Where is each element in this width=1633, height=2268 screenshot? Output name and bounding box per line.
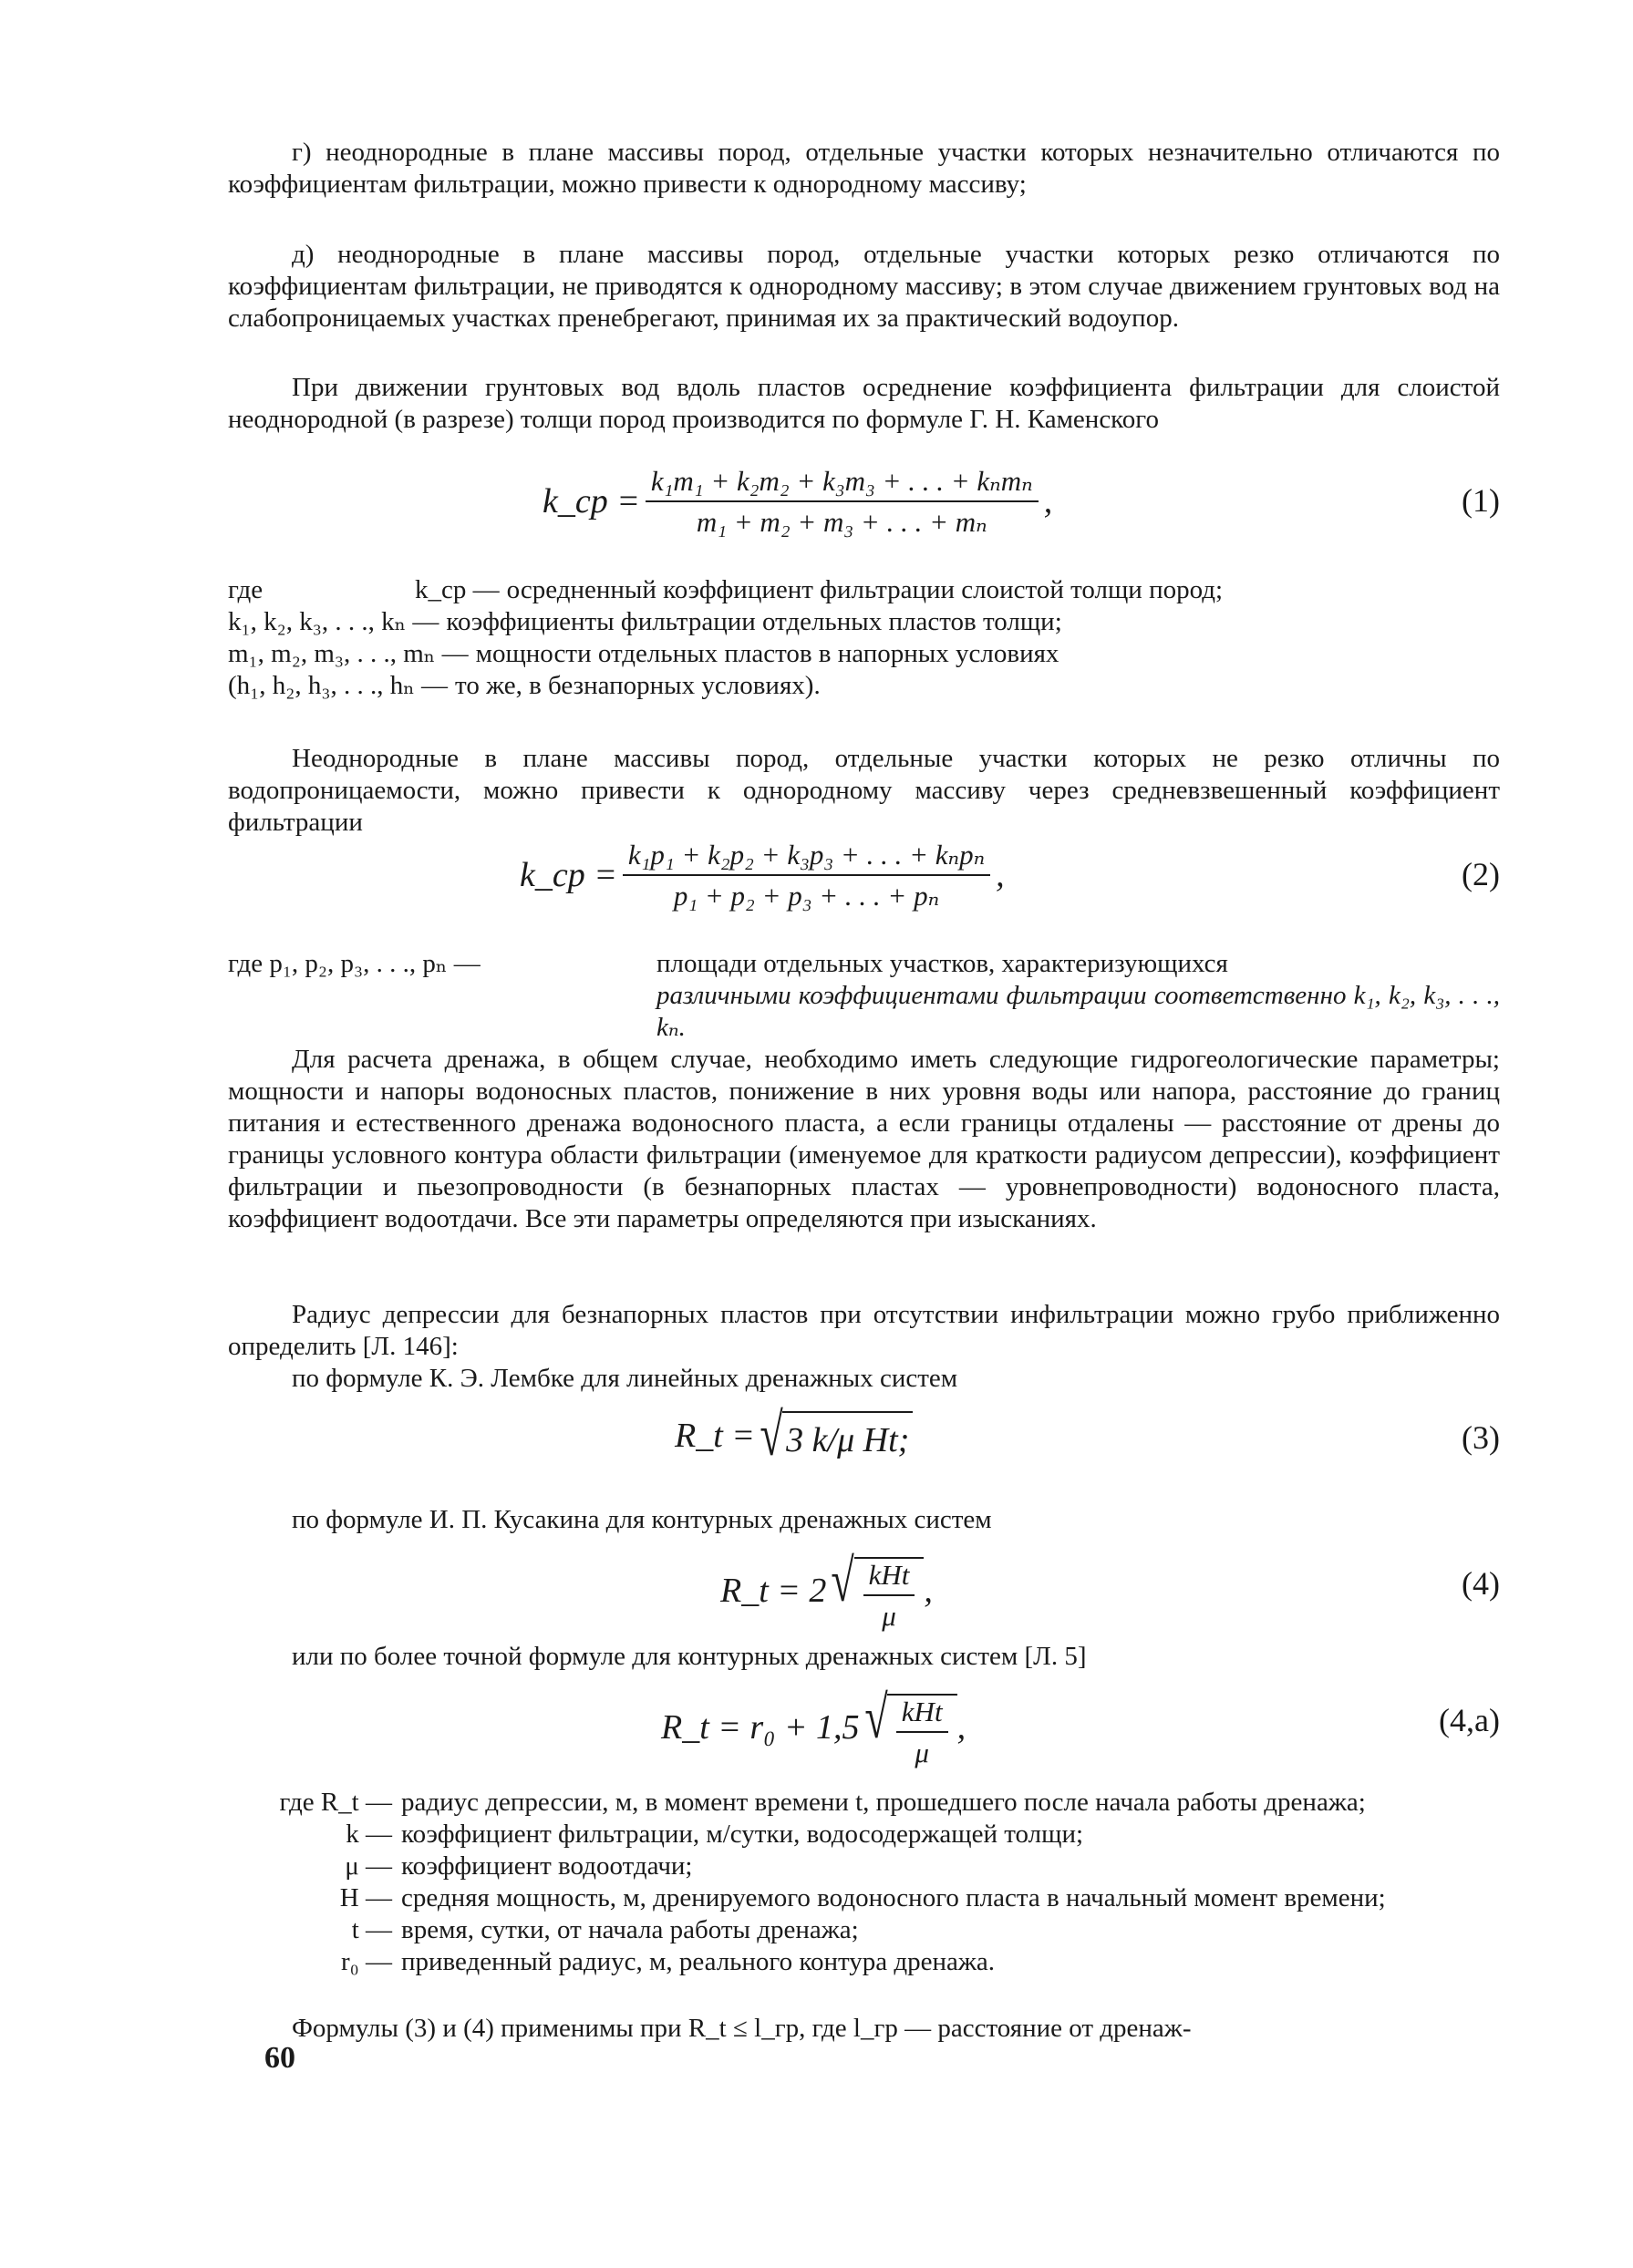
definition-where: где xyxy=(228,575,264,604)
equation-4a-lhs: R_t = r₀ + 1,5 xyxy=(661,1707,860,1747)
equation-2-label: (2) xyxy=(1462,856,1500,892)
definitions-2 xyxy=(228,948,1500,1044)
paragraph-inhomogeneous: Неоднородные в плане массивы пород, отдельные участки которых не резко отличны по водопроницаемости, можно привести к однородному массиву через средневзвешенный коэффициент фильтрации xyxy=(228,744,1500,837)
definition-row xyxy=(228,670,1500,702)
definition-symbol: где p₁, p₂, p₃, . . ., pₙ — xyxy=(228,949,481,978)
paragraph-lembke: по формуле К. Э. Лембке для линейных дренажных систем xyxy=(292,1364,958,1393)
definition-symbol: H — xyxy=(339,1883,392,1912)
definition-row xyxy=(228,1914,1500,1946)
paragraph-d: д) неоднородные в плане массивы пород, отдельные участки которых резко отличаются по коэффициентам фильтрации, не приводятся к однородному массиву; в этом случае движением грунтовых вод на слабопроницаемых участках пренебрегают, принимая их за практический водоупор. xyxy=(228,240,1500,333)
equation-4a-formula xyxy=(661,1686,966,1768)
equation-2-denominator: p₁ + p₂ + p₃ + . . . + pₙ xyxy=(673,880,940,912)
definition-row xyxy=(228,574,1500,606)
equation-1-label: (1) xyxy=(1462,482,1500,519)
equation-2-fraction xyxy=(623,839,990,912)
equation-4a xyxy=(228,1685,1500,1768)
paragraph-drainage: Для расчета дренажа, в общем случае, необходимо иметь следующие гидрогеологические параметры; мощности и напоры водоносных пластов, понижение в них уровня воды или напора, расстояние до границ питания и естественного дренажа водоносного пласта, а если границы отдалены — расстояние от дрены до границы условного контура области фильтрации (именуемое для краткости радиусом депрессии), коэффициент фильтрации и пьезопроводности (в безнапорных пластах — уровнепроводности) водоносного пласта, коэффициент водоотдачи. Все эти параметры определяются при изысканиях. xyxy=(228,1045,1500,1233)
equation-4-label: (4) xyxy=(1462,1565,1500,1602)
equation-3-formula xyxy=(675,1404,913,1468)
definition-text: то же, в безнапорных условиях). xyxy=(455,671,821,700)
definition-text: коэффициент водоотдачи; xyxy=(401,1851,693,1881)
definition-row xyxy=(228,1882,1500,1914)
equation-3-label: (3) xyxy=(1462,1419,1500,1456)
equation-4a-fraction xyxy=(896,1696,948,1768)
equation-1-numerator: k₁m₁ + k₂m₂ + k₃m₃ + . . . + kₙmₙ xyxy=(646,465,1039,502)
definition-row xyxy=(228,980,1500,1044)
definition-row xyxy=(228,606,1500,638)
equation-4-fraction xyxy=(863,1559,915,1632)
definition-symbol: k_ср — xyxy=(415,575,500,604)
definition-row xyxy=(228,1850,1500,1882)
equation-1-lhs: k_ср = xyxy=(543,481,640,521)
definition-text: различными коэффициентами фильтрации соответственно k₁, k₂, k₃, . . ., kₙ. xyxy=(656,981,1500,1042)
definition-text: осредненный коэффициент фильтрации слоистой толщи пород; xyxy=(506,575,1224,604)
definition-symbol: (h₁, h₂, h₃, . . ., hₙ — xyxy=(228,671,449,700)
definition-text: коэффициент фильтрации, м/сутки, водосодержащей толщи; xyxy=(401,1820,1084,1849)
equation-4-lhs: R_t = 2 xyxy=(720,1571,827,1610)
radical-icon: √ xyxy=(760,1402,783,1469)
sqrt-sign xyxy=(860,1686,957,1768)
definition-row xyxy=(228,1787,1500,1819)
page-number: 60 xyxy=(264,2041,295,2075)
paragraph-radius: Радиус депрессии для безнапорных пластов при отсутствии инфильтрации можно грубо приближенно определить [Л. 146]: xyxy=(228,1300,1500,1361)
definition-row xyxy=(228,1819,1500,1850)
paragraph-precise xyxy=(228,1641,1500,1673)
equation-4-numerator: kHt xyxy=(863,1559,915,1596)
equation-1-tail: , xyxy=(1043,481,1053,521)
paragraph-kusakin: по формуле И. П. Кусакина для контурных дренажных систем xyxy=(292,1505,992,1534)
equation-2 xyxy=(228,839,1500,912)
definition-symbol: k₁, k₂, k₃, . . ., kₙ — xyxy=(228,607,439,636)
definition-row xyxy=(228,1946,1500,1978)
paragraph-final: Формулы (3) и (4) применимы при R_t ≤ l_гр, где l_гр — расстояние от дренаж- xyxy=(292,2014,1192,2043)
equation-3 xyxy=(228,1404,1500,1477)
equation-1-fraction xyxy=(646,465,1039,538)
paragraph-g: г) неоднородные в плане массивы пород, отдельные участки которых незначительно отличаются по коэффициентам фильтрации, можно привести к однородному массиву; xyxy=(228,138,1500,199)
definitions-1 xyxy=(228,574,1500,702)
definition-symbol: μ — xyxy=(345,1851,392,1881)
equation-4-tail: , xyxy=(924,1571,933,1610)
equation-2-numerator: k₁p₁ + k₂p₂ + k₃p₃ + . . . + kₙpₙ xyxy=(623,839,990,876)
sqrt-sign xyxy=(755,1404,913,1468)
definition-symbol: r₀ — xyxy=(340,1947,392,1976)
equation-3-body: 3 k/μ Ht; xyxy=(782,1411,913,1468)
radical-icon: √ xyxy=(863,1685,888,1751)
definition-row xyxy=(228,638,1500,670)
equation-4 xyxy=(228,1548,1500,1632)
equation-1 xyxy=(228,465,1500,538)
equation-1-denominator: m₁ + m₂ + m₃ + . . . + mₙ xyxy=(696,506,987,538)
definition-symbol: где R_t — xyxy=(279,1788,392,1817)
equation-4a-label: (4,a) xyxy=(1439,1702,1500,1738)
sqrt-sign xyxy=(826,1550,924,1632)
definition-symbol: t — xyxy=(351,1915,392,1944)
equation-3-lhs: R_t = xyxy=(675,1416,755,1455)
equation-2-lhs: k_ср = xyxy=(520,855,617,894)
equation-4-formula xyxy=(720,1550,933,1632)
equation-4a-numerator: kHt xyxy=(896,1696,948,1733)
equation-4a-denominator: μ xyxy=(915,1737,929,1768)
definition-text: средняя мощность, м, дренируемого водоносного пласта в начальный момент времени; xyxy=(401,1883,1386,1912)
paragraph-precise-text: или по более точной формуле для контурных дренажных систем [Л. 5] xyxy=(292,1642,1087,1671)
definition-text: радиус депрессии, м, в момент времени t, прошедшего после начала работы дренажа; xyxy=(401,1788,1366,1817)
definition-text: приведенный радиус, м, реального контура дренажа. xyxy=(401,1947,996,1976)
definition-symbol: m₁, m₂, m₃, . . ., mₙ — xyxy=(228,639,469,668)
definition-symbol: k — xyxy=(346,1820,392,1849)
equation-4a-tail: , xyxy=(956,1707,966,1747)
equation-2-formula xyxy=(520,839,1005,912)
equation-4-denominator: μ xyxy=(882,1600,896,1632)
definition-text: время, сутки, от начала работы дренажа; xyxy=(401,1915,859,1944)
definition-text: площади отдельных участков, характеризующихся xyxy=(656,949,1228,978)
definition-text: мощности отдельных пластов в напорных условиях xyxy=(475,639,1059,668)
definition-row xyxy=(228,948,1500,980)
definitions-3 xyxy=(228,1787,1500,1978)
equation-2-tail: , xyxy=(996,855,1005,894)
definition-text: коэффициенты фильтрации отдельных пластов толщи; xyxy=(446,607,1062,636)
equation-1-formula xyxy=(543,465,1052,538)
paragraph-kamensky: При движении грунтовых вод вдоль пластов осреднение коэффициента фильтрации для слоистой неоднородной (в разрезе) толщи пород производится по формуле Г. Н. Каменского xyxy=(228,373,1500,434)
radical-icon: √ xyxy=(831,1548,855,1614)
